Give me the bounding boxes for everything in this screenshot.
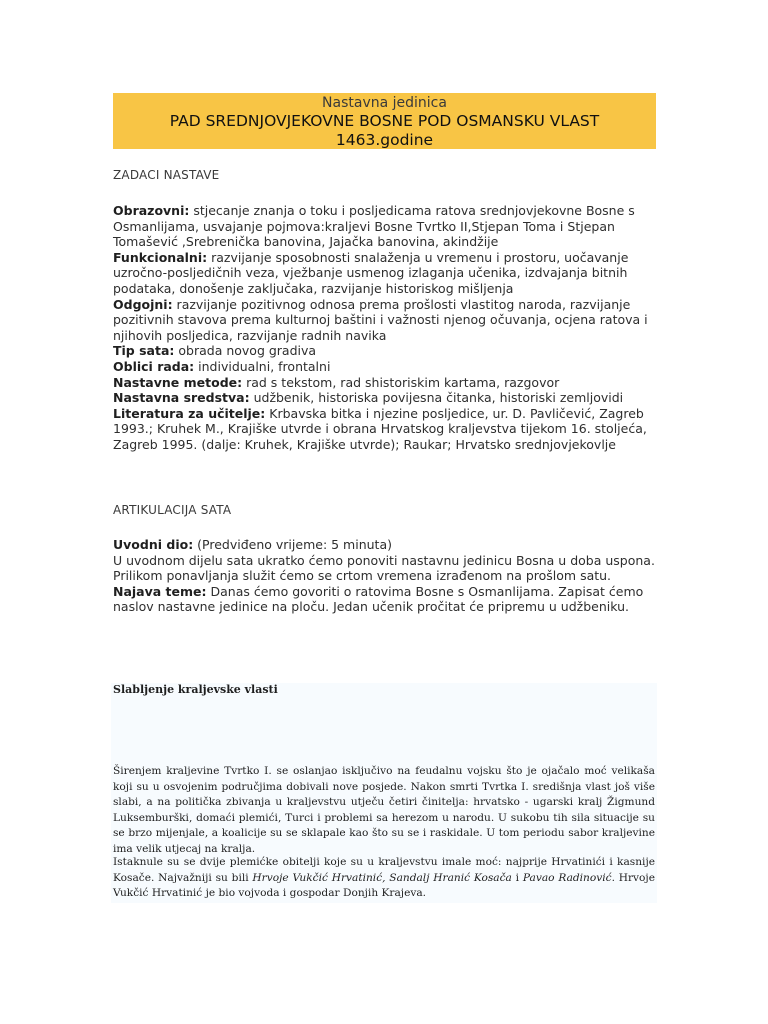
title-banner bbox=[113, 93, 656, 149]
zadatak-obrazovni: Obrazovni: stjecanje znanja o toku i posljedicama ratova srednjovjekovne Bosne s Osmanlijama, usvajanje pojmova:kraljevi Bosne Tvrtko II,Stjepan Toma i Stjepan Tomašević ,Srebrenička banovina, Jajačka banovina, akindžije bbox=[113, 203, 635, 250]
zadaci-list bbox=[113, 203, 658, 453]
lesson-title-line2: 1463.godine bbox=[335, 131, 434, 149]
nastavna-sredstva: Nastavna sredstva: udžbenik, historiska povijesna čitanka, historiski zemljovidi bbox=[113, 390, 624, 406]
lesson-subtitle: Nastavna jedinica bbox=[322, 95, 447, 111]
tip-sata: Tip sata: obrada novog gradiva bbox=[113, 343, 317, 359]
uvodni-dio-text: U uvodnom dijelu sata ukratko ćemo ponoviti nastavnu jedinicu Bosna u doba uspona. Prilikom ponavljanja služit ćemo se crtom vremena izrađenom na prošlom satu. bbox=[113, 552, 655, 584]
textbook-paragraph-1: Širenjem kraljevine Tvrtko I. se oslanjao isključivo na feudalnu vojsku što je ojačalo moć velikaša koji su u osvojenim područjima dobivali nove posjede. Nakon smrti Tvrtka I. središnja vlast još više slabi, a na politička zbivanja u kraljevstvu utječu četiri činitelja: hrvatsko - ugarski kralj Žigmund Luksemburški, domaći plemići, Turci i problemi sa herezom u narodu. U sukobu tih sila situacije su se brzo mijenjale, a koalicije su se sklapale kao što su se i raskidale. U tom periodu sabor kraljevine ima velik utjecaj na kralja. bbox=[113, 765, 655, 855]
zadatak-funkcionalni: Funkcionalni: razvijanje sposobnosti snalaženja u vremenu i prostoru, uočavanje uzročno-posljedičnih veza, vježbanje usmenog izlaganja učenika, izdvajanja bitnih podataka, donošenje zaključaka, razvijanje historiskog mišljenja bbox=[113, 249, 629, 296]
nastavne-metode: Nastavne metode: rad s tekstom, rad shistoriskim kartama, razgovor bbox=[113, 374, 560, 390]
literatura: Literatura za učitelje: Krbavska bitka i njezine posljedice, ur. D. Pavličević, Zagreb 1993.; Kruhek M., Krajiške utvrde i obrana Hrvatskog kraljevstva tijekom 16. stoljeća, Zagreb 1995. (dalje: Kruhek, Krajiške utvrde); Raukar; Hrvatsko srednjovjekovlje bbox=[113, 405, 647, 452]
textbook-heading: Slabljenje kraljevske vlasti bbox=[113, 683, 278, 696]
uvodni-dio: Uvodni dio: (Predviđeno vrijeme: 5 minuta) bbox=[113, 537, 392, 552]
textbook-paragraph-2: Istaknule su se dvije plemićke obitelji koje su u kraljevstvu imale moć: najprije Hrvatinići i kasnije Kosače. Najvažniji su bili Hrvoje Vukčić Hrvatinić, Sandalj Hranić Kosača i Pavao Radinović. Hrvoje Vukčić Hrvatinić je bio vojvoda i gospodar Donjih Krajeva. bbox=[113, 856, 655, 899]
artikulacija-heading: ARTIKULACIJA SATA bbox=[113, 503, 232, 517]
lesson-title-line1: PAD SREDNJOVJEKOVNE BOSNE POD OSMANSKU VLAST bbox=[169, 112, 600, 130]
najava-teme: Najava teme: Danas ćemo govoriti o ratovima Bosne s Osmanlijama. Zapisat ćemo naslov nastavne jedinice na ploču. Jedan učenik pročitat će pripremu u udžbeniku. bbox=[113, 583, 644, 615]
artikulacija-body bbox=[113, 537, 658, 615]
zadatak-odgojni: Odgojni: razvijanje pozitivnog odnosa prema prošlosti vlastitog naroda, razvijanje pozitivnih stavova prema kulturnoj baštini i važnosti njenog očuvanja, ocjena ratova i njihovih posljedica, razvijanje radnih navika bbox=[113, 296, 648, 343]
oblici-rada: Oblici rada: individualni, frontalni bbox=[113, 358, 331, 374]
zadaci-heading: ZADACI NASTAVE bbox=[113, 168, 220, 182]
